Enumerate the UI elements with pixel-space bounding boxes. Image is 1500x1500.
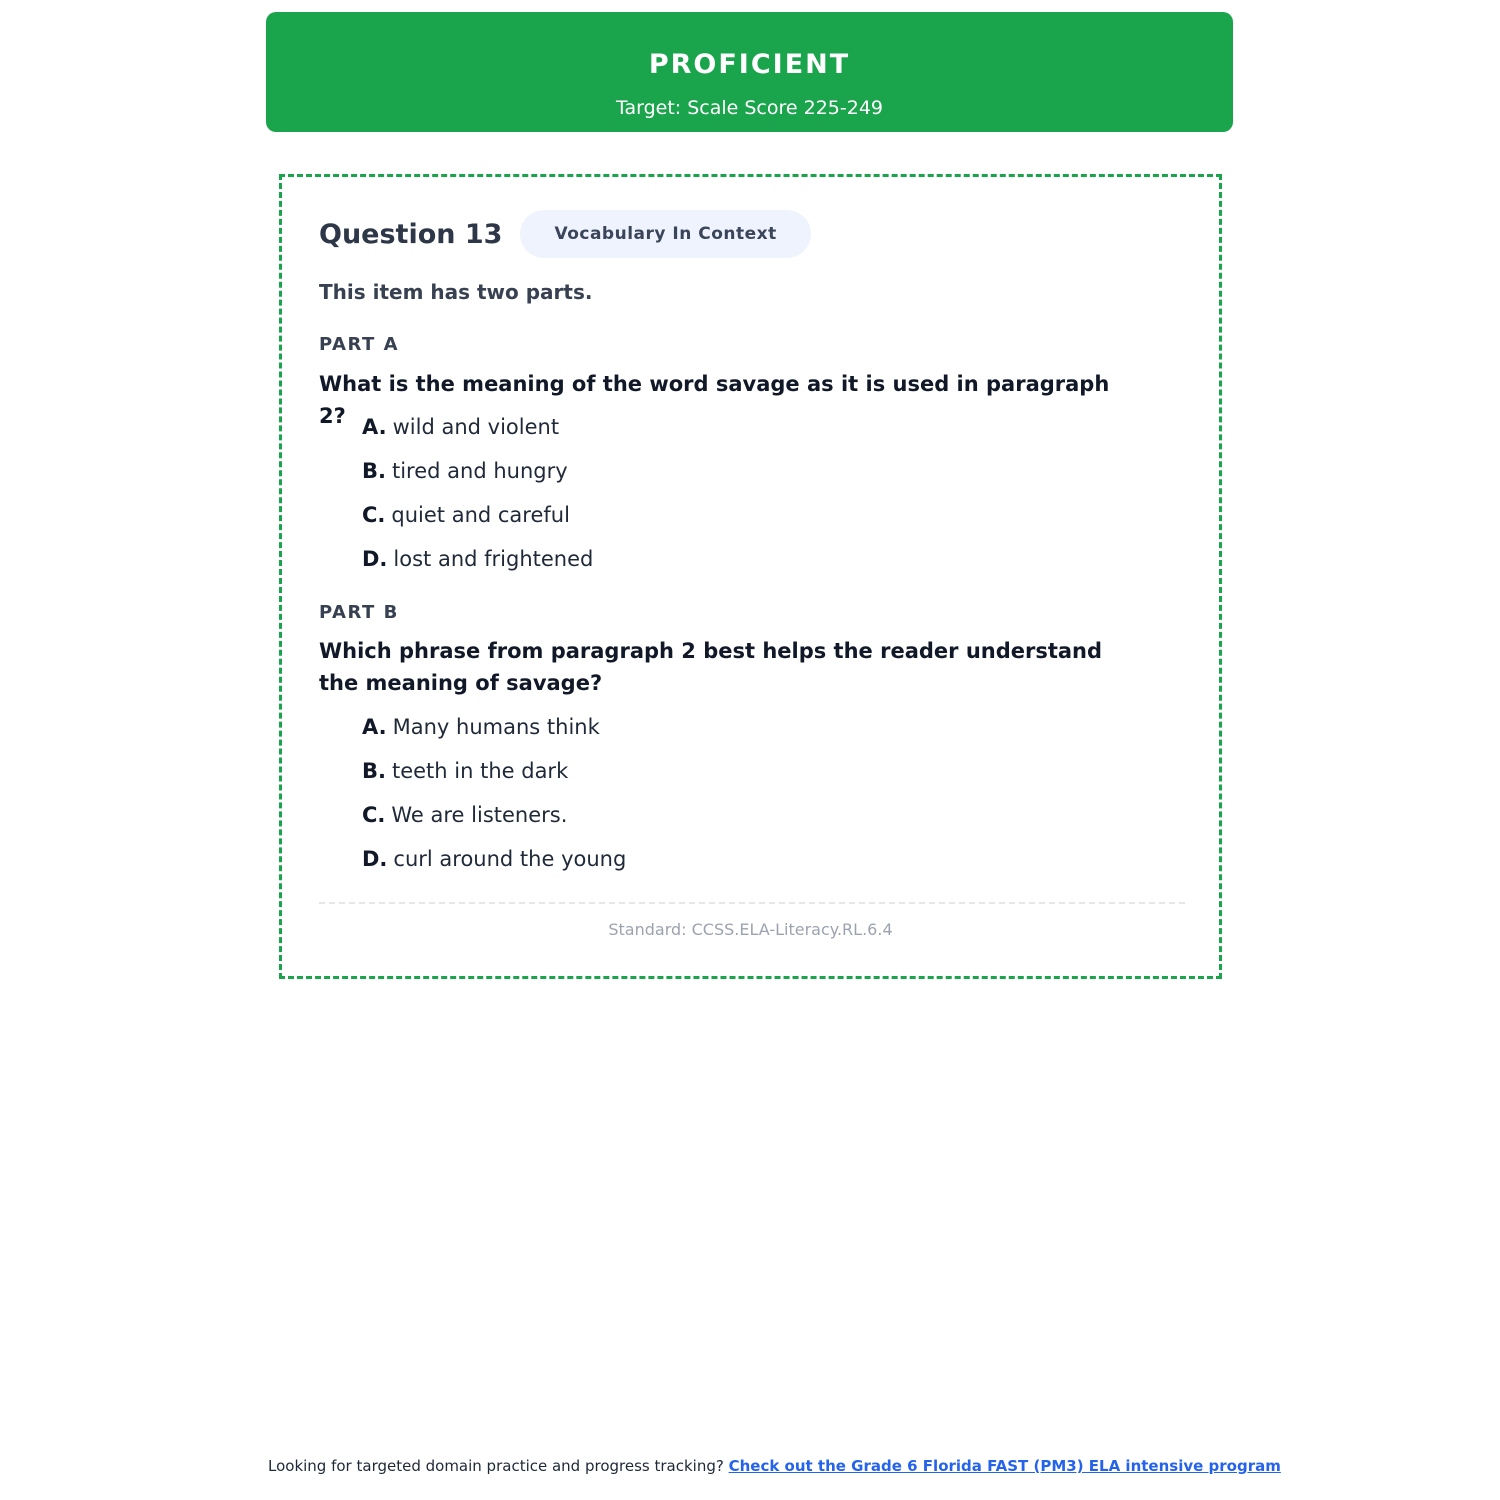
option-text: quiet and careful [391, 503, 570, 527]
option-letter: B. [362, 459, 386, 483]
option-letter: B. [362, 759, 386, 783]
question-header [319, 210, 811, 258]
option-item[interactable] [362, 756, 626, 800]
level-target: Target: Scale Score 225-249 [615, 97, 884, 119]
option-text: wild and violent [392, 415, 560, 439]
level-title: PROFICIENT [648, 49, 851, 80]
option-letter: A. [362, 715, 387, 739]
option-text: lost and frightened [393, 547, 594, 571]
option-letter: A. [362, 415, 387, 439]
option-letter: D. [362, 547, 388, 571]
option-text: teeth in the dark [391, 759, 569, 783]
option-letter: D. [362, 847, 388, 871]
option-letter: C. [362, 803, 386, 827]
part-a-label: PART A [319, 334, 399, 355]
option-letter: C. [362, 503, 386, 527]
footer [268, 1457, 1281, 1475]
program-link[interactable]: Check out the Grade 6 Florida FAST (PM3) ELA intensive program [728, 1457, 1281, 1475]
option-item[interactable] [362, 456, 593, 500]
question-card [279, 174, 1222, 979]
part-a-prompt: What is the meaning of the word savage as it is used in paragraph 2? [319, 372, 1110, 428]
level-banner [266, 12, 1233, 132]
option-text: Many humans think [392, 715, 600, 739]
option-item[interactable] [362, 712, 626, 756]
part-b-options [362, 712, 626, 888]
part-b-prompt: Which phrase from paragraph 2 best helps the reader understand the meaning of savage? [319, 639, 1103, 695]
option-item[interactable] [362, 500, 593, 544]
footer-text: Looking for targeted domain practice and progress tracking? [268, 1457, 724, 1475]
option-text: curl around the young [393, 847, 627, 871]
part-b-label: PART B [319, 602, 399, 623]
question-category-tag: Vocabulary In Context [520, 210, 810, 258]
part-a-options [362, 412, 593, 588]
option-item[interactable] [362, 800, 626, 844]
card-divider [319, 902, 1185, 904]
question-title: Question 13 [319, 218, 503, 250]
option-text: tired and hungry [391, 459, 568, 483]
option-item[interactable] [362, 844, 626, 888]
option-item[interactable] [362, 412, 593, 456]
option-text: We are listeners. [391, 803, 568, 827]
standard-code: Standard: CCSS.ELA-Literacy.RL.6.4 [608, 920, 893, 939]
question-intro: This item has two parts. [319, 280, 593, 304]
option-item[interactable] [362, 544, 593, 588]
